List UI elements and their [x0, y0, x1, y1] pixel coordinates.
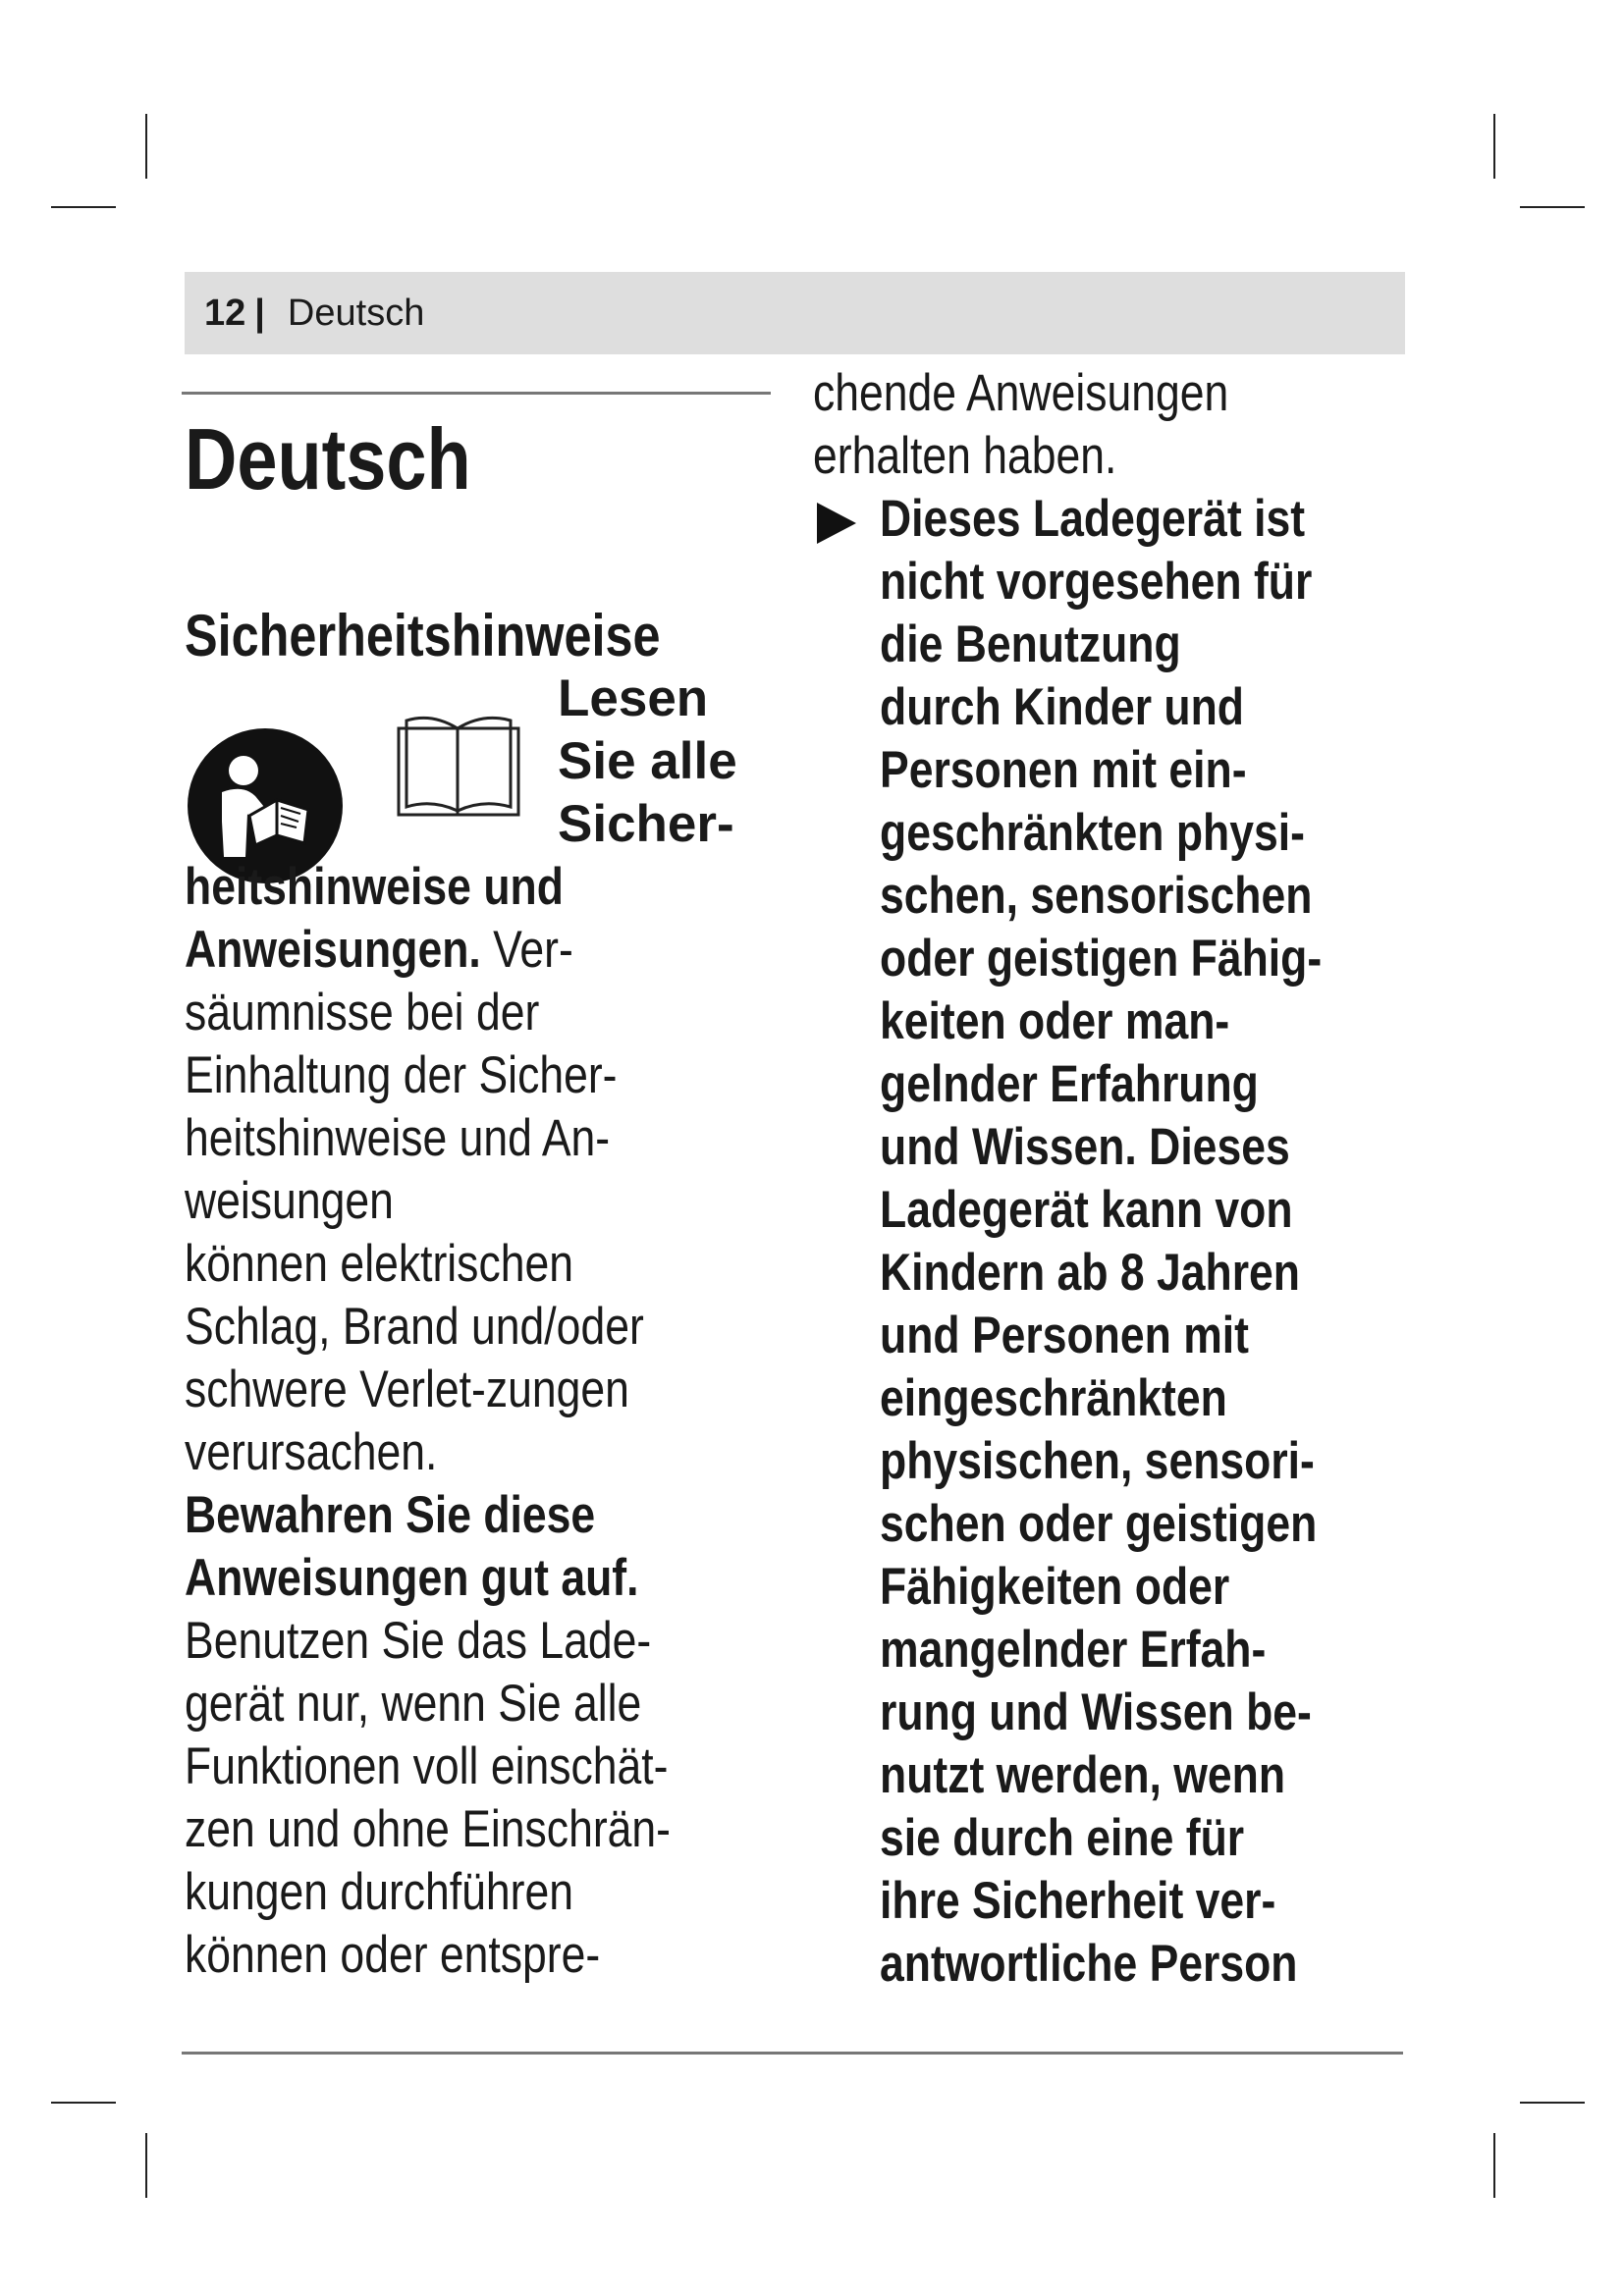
- divider-bottom: [182, 2052, 1403, 2055]
- text-line: gelnder Erfahrung: [880, 1055, 1259, 1113]
- text-line: können oder entspre-: [185, 1926, 601, 1984]
- section-heading: Sicherheitshinweise: [185, 603, 661, 668]
- text-line: Anweisungen. Ver-: [185, 921, 573, 979]
- text-line: antwortliche Person: [880, 1935, 1298, 1993]
- text-line: Funktionen voll einschät-: [185, 1737, 669, 1795]
- text-line: Fähigkeiten oder: [880, 1558, 1230, 1616]
- text-line: verursachen.: [185, 1423, 438, 1481]
- text-line: Kindern ab 8 Jahren: [880, 1244, 1301, 1302]
- text-line: weisungen: [185, 1172, 394, 1230]
- text-line: gerät nur, wenn Sie alle: [185, 1675, 642, 1733]
- text-line: physischen, sensori-: [880, 1432, 1315, 1490]
- text-line: erhalten haben.: [813, 427, 1117, 485]
- text-line: eingeschränkten: [880, 1369, 1227, 1427]
- intro-beside-icons: [558, 667, 737, 856]
- text-line: Anweisungen gut auf.: [185, 1549, 639, 1607]
- text-line: können elektrischen: [185, 1235, 573, 1293]
- page-header: [185, 272, 1405, 354]
- text-line: keiten oder man-: [880, 992, 1230, 1050]
- text-line: und Personen mit: [880, 1307, 1249, 1364]
- text-line: Ladegerät kann von: [880, 1181, 1293, 1239]
- text-line: kungen durchführen: [185, 1863, 574, 1921]
- text-line: mangelnder Erfah-: [880, 1621, 1267, 1679]
- text-line: die Benutzung: [880, 615, 1181, 673]
- text-line: geschränkten physi-: [880, 804, 1305, 862]
- text-line: nicht vorgesehen für: [880, 553, 1313, 611]
- triangle-bullet-icon: [815, 501, 858, 546]
- crop-mark: [1520, 2102, 1585, 2104]
- text-line: schwere Verlet-zungen: [185, 1361, 629, 1418]
- crop-mark: [51, 206, 116, 208]
- crop-mark: [1520, 206, 1585, 208]
- crop-mark: [145, 114, 147, 179]
- text-line: Sicher-: [558, 795, 734, 853]
- text-line: schen, sensorischen: [880, 867, 1313, 925]
- header-language: Deutsch: [287, 292, 425, 334]
- page-number: 12: [204, 292, 246, 334]
- text-line: säumnisse bei der: [185, 984, 540, 1041]
- left-column: [185, 856, 671, 1987]
- crop-mark: [145, 2133, 147, 2198]
- text-line: heitshinweise und An-: [185, 1109, 611, 1167]
- right-column-continuation: [813, 362, 1228, 488]
- text-line: chende Anweisungen: [813, 364, 1229, 422]
- bullet-warning-text: [880, 488, 1322, 1996]
- text-line: Einhaltung der Sicher-: [185, 1046, 618, 1104]
- crop-mark: [51, 2102, 116, 2104]
- page-title: Deutsch: [185, 410, 471, 507]
- text-line: Schlag, Brand und/oder: [185, 1298, 644, 1356]
- text-line: Lesen: [558, 669, 709, 727]
- text-line: Dieses Ladegerät ist: [880, 490, 1306, 548]
- crop-mark: [1493, 2133, 1495, 2198]
- text-line: durch Kinder und: [880, 678, 1244, 736]
- divider-top: [182, 392, 771, 395]
- text-line: oder geistigen Fähig-: [880, 930, 1323, 988]
- text-line: und Wissen. Dieses: [880, 1118, 1290, 1176]
- text-line: sie durch eine für: [880, 1809, 1245, 1867]
- open-book-icon: [395, 713, 522, 821]
- text-line: zen und ohne Einschrän-: [185, 1800, 672, 1858]
- text-line: ihre Sicherheit ver-: [880, 1872, 1276, 1930]
- text-line: heitshinweise und: [185, 858, 564, 916]
- text-line: Benutzen Sie das Lade-: [185, 1612, 652, 1670]
- text-line: Personen mit ein-: [880, 741, 1247, 799]
- crop-mark: [1493, 114, 1495, 179]
- text-line: Bewahren Sie diese: [185, 1486, 596, 1544]
- header-separator: |: [254, 292, 265, 334]
- text-line: Sie alle: [558, 732, 737, 790]
- text-line: nutzt werden, wenn: [880, 1746, 1286, 1804]
- text-line: rung und Wissen be-: [880, 1683, 1312, 1741]
- text-line: schen oder geistigen: [880, 1495, 1318, 1553]
